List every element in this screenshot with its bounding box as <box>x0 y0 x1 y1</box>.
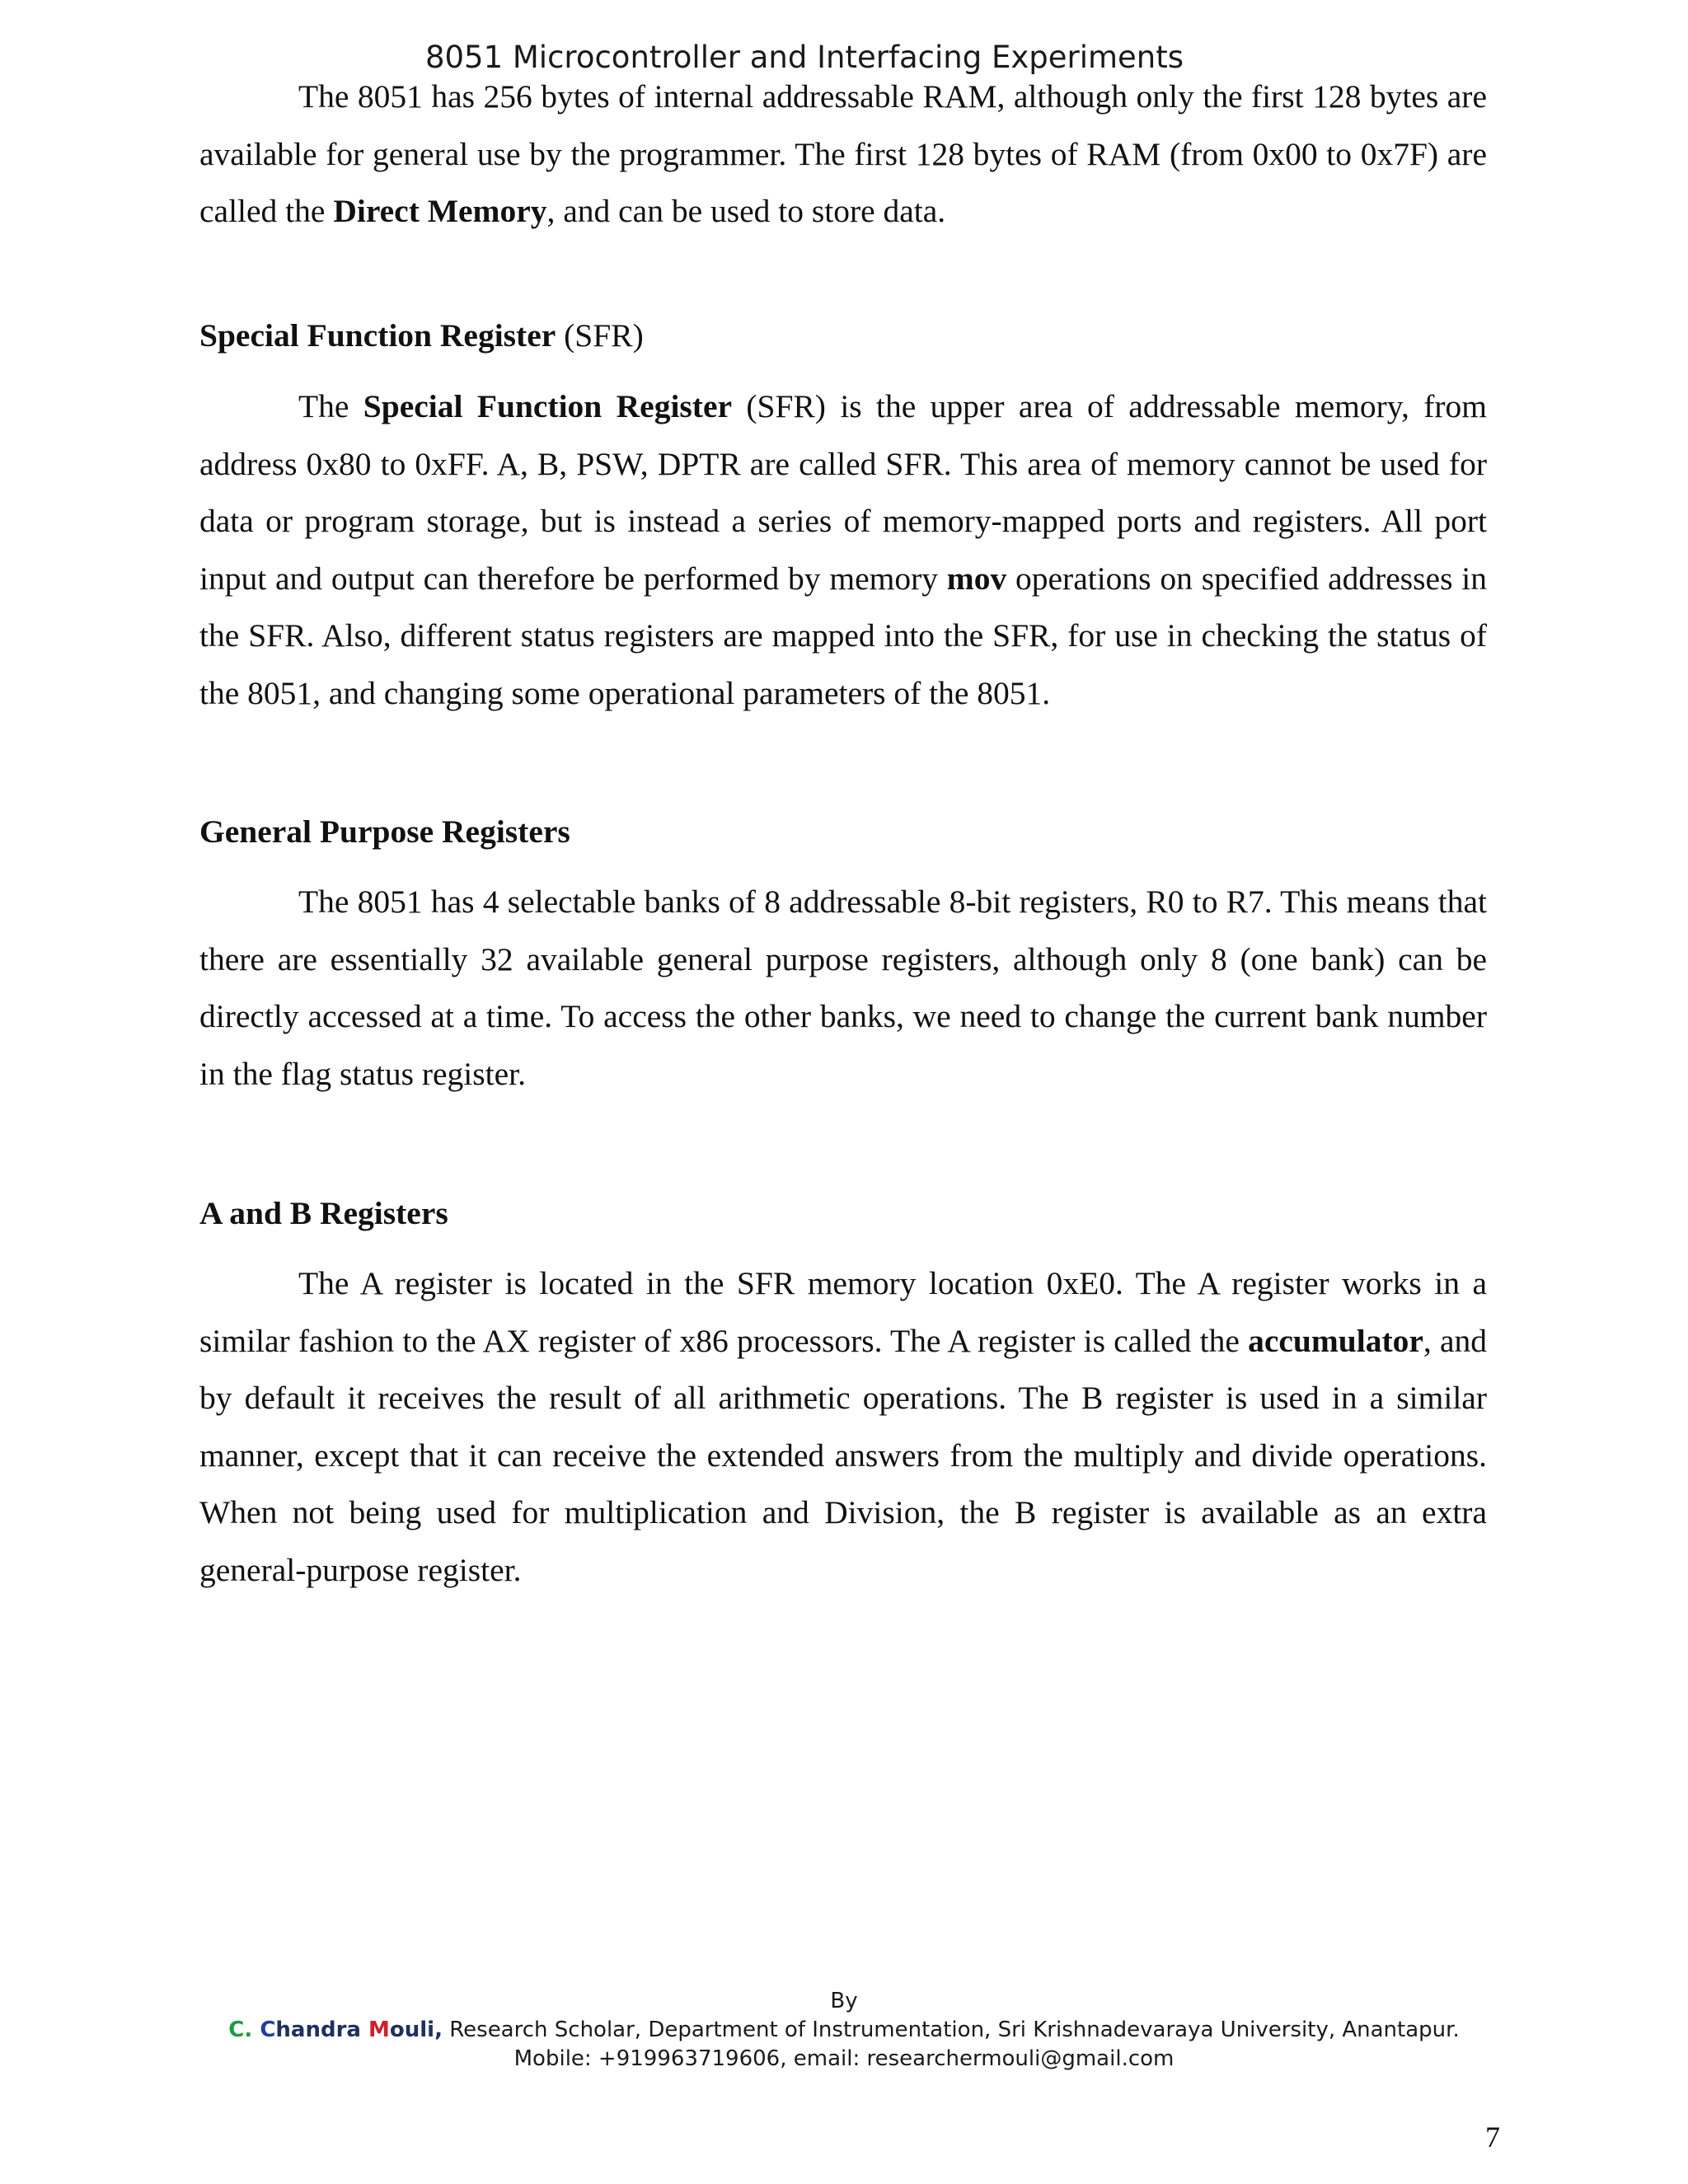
gpr-heading-text: General Purpose Registers <box>199 813 570 850</box>
author-last-initial: M <box>368 2018 390 2042</box>
gpr-paragraph: The 8051 has 4 selectable banks of 8 addressable 8-bit registers, R0 to R7. This means that there are essentially 32 available general purpose registers, although only 8 (one bank) can be directly accessed at a time. To access the other banks, we need to change the current bank number in the flag status register. <box>199 883 1487 1092</box>
sfr-heading-abbrev: (SFR) <box>556 317 644 354</box>
running-header: 8051 Microcontroller and Interfacing Experiments <box>424 40 1184 75</box>
ab-heading <box>199 1185 1487 1243</box>
author-space <box>361 2018 368 2042</box>
ab-section <box>199 1255 1487 1599</box>
gpr-heading-block <box>199 804 1487 861</box>
intro-text: The 8051 has 256 bytes of internal addressable RAM, although only the first 128 bytes are available for general use by the programmer. The first 128 bytes of RAM (from 0x00 to 0x7F) are called the <box>199 78 1487 229</box>
footer-contact: Mobile: +919963719606, email: researchermouli@gmail.com <box>513 2046 1175 2071</box>
author-comma: , <box>434 2018 443 2042</box>
sfr-paragraph <box>199 378 1487 722</box>
gpr-section <box>199 874 1487 1103</box>
mov-term: mov <box>946 560 1007 597</box>
intro-paragraph <box>199 68 1487 241</box>
ab-paragraph <box>199 1255 1487 1599</box>
ab-para-lead: The A register is located in the SFR memory location 0xE0. The A register works in a similar fashion to the AX register of x86 processors. The A register is called the <box>199 1265 1487 1359</box>
sfr-para-term: Special Function Register <box>363 388 733 424</box>
intro-section <box>199 68 1487 241</box>
sfr-section <box>199 378 1487 722</box>
sfr-heading <box>199 307 1487 365</box>
sfr-heading-block <box>199 307 1487 365</box>
author-affiliation: Research Scholar, Department of Instrumentation, Sri Krishnadevaraya University, Anantapur. <box>442 2018 1460 2042</box>
author-first-initial: C <box>260 2018 276 2042</box>
footer-by: By <box>830 1989 858 2013</box>
author-last-rest: ouli <box>389 2018 435 2042</box>
gpr-heading <box>199 804 1487 861</box>
sfr-para-lead: The <box>298 388 363 424</box>
intro-tail: , and can be used to store data. <box>546 193 946 229</box>
sfr-para-mid: (SFR) is the upper area of addressable memory, from address 0x80 to 0xFF. A, B, PSW, DPTR are called SFR. This area of memory cannot be used for data or program storage, but is instead a series of memory-mapped ports and registers. All port input and output can therefore be performed by memory <box>199 388 1487 597</box>
sfr-heading-bold: Special Function Register <box>199 317 556 354</box>
direct-memory-term: Direct Memory <box>333 193 547 229</box>
footer-author-line <box>0 2016 1688 2045</box>
author-first-rest: handra <box>275 2018 361 2042</box>
ab-heading-text: A and B Registers <box>199 1195 448 1231</box>
accumulator-term: accumulator <box>1248 1322 1423 1359</box>
sfr-para-tail: operations on specified addresses in the SFR. Also, different status registers are mapped into the SFR, for use in checking the status of the 8051, and changing some operational parameters of the 8051. <box>199 560 1487 711</box>
ab-heading-block <box>199 1185 1487 1243</box>
author-name <box>228 2018 443 2042</box>
ab-para-tail: , and by default it receives the result of all arithmetic operations. The B register is used in a similar manner, except that it can receive the extended answers from the multiply and divide operations. When not being used for multiplication and Division, the B register is available as an extra general-purpose register. <box>199 1322 1487 1588</box>
author-initial: C. <box>228 2018 253 2042</box>
page-number: 7 <box>1485 2121 1500 2154</box>
